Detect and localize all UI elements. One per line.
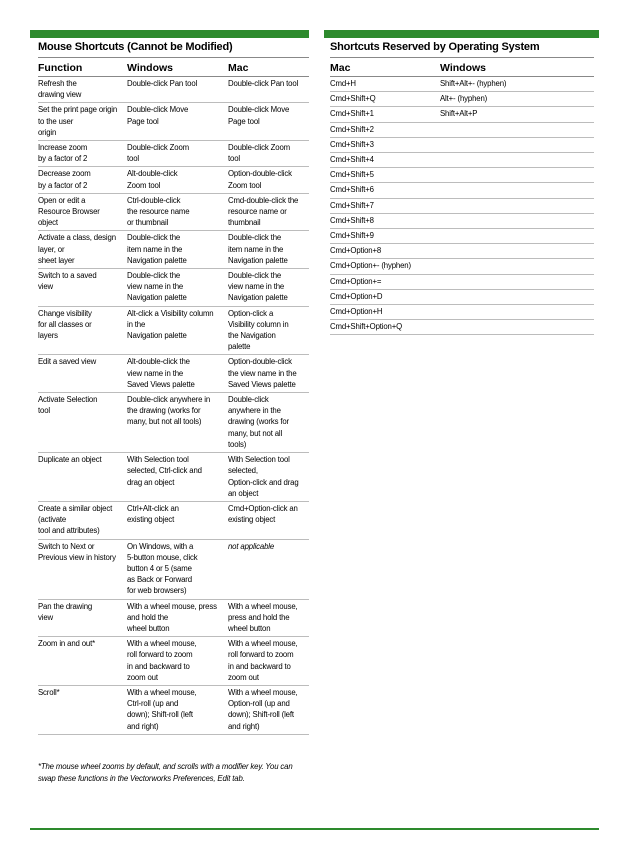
table-header-row: [38, 58, 309, 77]
table-row: [38, 141, 309, 167]
table-cell: Pan the drawing view: [38, 599, 127, 637]
table-cell: Cmd+Option+=: [330, 274, 440, 289]
table-row: [330, 305, 594, 320]
table-cell: not applicable: [228, 539, 309, 599]
table-cell: Increase zoom by a factor of 2: [38, 141, 127, 167]
table-cell: Create a similar object (activate tool and attributes): [38, 501, 127, 539]
table-cell: With a wheel mouse, roll forward to zoom in and backward to zoom out: [228, 637, 309, 686]
right-header-bar: [324, 30, 599, 38]
table-row: [330, 229, 594, 244]
table-cell: [440, 137, 594, 152]
table-cell: Alt-double-click the view name in the Saved Views palette: [127, 355, 228, 393]
table-row: [38, 167, 309, 193]
table-row: [330, 244, 594, 259]
table-cell: [440, 213, 594, 228]
table-cell: Cmd+Shift+Q: [330, 92, 440, 107]
table-cell: Double-click Move Page tool: [127, 103, 228, 141]
table-cell: Cmd+Option+8: [330, 244, 440, 259]
table-cell: Double-click Pan tool: [127, 77, 228, 103]
table-cell: [440, 168, 594, 183]
table-header-row: [330, 58, 594, 77]
table-row: [330, 92, 594, 107]
table-cell: Alt-double-click Zoom tool: [127, 167, 228, 193]
table-cell: Cmd+Shift+9: [330, 229, 440, 244]
table-row: [330, 137, 594, 152]
table-cell: Double-click Zoom tool: [127, 141, 228, 167]
table-cell: Cmd-double-click the resource name or thumbnail: [228, 193, 309, 231]
mouse-shortcuts-title: Mouse Shortcuts (Cannot be Modified): [38, 41, 309, 58]
table-cell: [440, 274, 594, 289]
table-cell: Cmd+Shift+5: [330, 168, 440, 183]
table-cell: Switch to Next or Previous view in history: [38, 539, 127, 599]
column-header-mac: Mac: [330, 58, 440, 77]
table-cell: Cmd+Option-click an existing object: [228, 501, 309, 539]
table-cell: Cmd+Shift+2: [330, 122, 440, 137]
left-header-bar: [30, 30, 309, 38]
table-cell: Open or edit a Resource Browser object: [38, 193, 127, 231]
table-cell: Activate Selection tool: [38, 393, 127, 453]
table-cell: With a wheel mouse, press and hold the wheel button: [127, 599, 228, 637]
table-row: [330, 77, 594, 92]
table-cell: Refresh the drawing view: [38, 77, 127, 103]
table-cell: Cmd+Shift+7: [330, 198, 440, 213]
table-cell: [440, 198, 594, 213]
column-header-mac: Mac: [228, 58, 309, 77]
table-cell: Option-double-click the view name in the Saved Views palette: [228, 355, 309, 393]
column-header-windows: Windows: [440, 58, 594, 77]
table-row: [330, 289, 594, 304]
table-row: [38, 193, 309, 231]
table-cell: Double-click Pan tool: [228, 77, 309, 103]
table-cell: Decrease zoom by a factor of 2: [38, 167, 127, 193]
table-row: [330, 183, 594, 198]
mouse-shortcuts-body: [38, 77, 309, 735]
table-cell: Double-click the view name in the Navigation palette: [127, 269, 228, 307]
table-cell: Change visibility for all classes or layers: [38, 306, 127, 355]
column-header-windows: Windows: [127, 58, 228, 77]
table-row: [38, 306, 309, 355]
table-row: [330, 107, 594, 122]
table-row: [330, 198, 594, 213]
table-cell: Shift+Alt+- (hyphen): [440, 77, 594, 92]
bottom-rule: [30, 828, 599, 830]
table-cell: With a wheel mouse, press and hold the wheel button: [228, 599, 309, 637]
table-cell: Ctrl-double-click the resource name or thumbnail: [127, 193, 228, 231]
mouse-shortcuts-table: [38, 58, 309, 735]
table-cell: Option-click a Visibility column in the Navigation palette: [228, 306, 309, 355]
table-cell: With Selection tool selected, Option-click and drag an object: [228, 453, 309, 502]
os-shortcuts-table: [330, 58, 594, 335]
table-cell: Edit a saved view: [38, 355, 127, 393]
table-row: [38, 269, 309, 307]
table-cell: Double-click the item name in the Navigation palette: [127, 231, 228, 269]
table-cell: [440, 305, 594, 320]
table-cell: [440, 259, 594, 274]
table-row: [38, 355, 309, 393]
table-row: [38, 231, 309, 269]
table-cell: With Selection tool selected, Ctrl-click and drag an object: [127, 453, 228, 502]
table-cell: Double-click Move Page tool: [228, 103, 309, 141]
table-cell: Cmd+Option+- (hyphen): [330, 259, 440, 274]
os-shortcuts-body: [330, 77, 594, 335]
table-cell: Switch to a saved view: [38, 269, 127, 307]
os-shortcuts-title: Shortcuts Reserved by Operating System: [330, 41, 594, 58]
table-row: [38, 539, 309, 599]
table-row: [38, 393, 309, 453]
table-row: [38, 637, 309, 686]
table-cell: Cmd+Shift+8: [330, 213, 440, 228]
mouse-shortcuts-panel: [38, 41, 309, 735]
table-cell: [440, 122, 594, 137]
table-row: [330, 274, 594, 289]
table-cell: Ctrl+Alt-click an existing object: [127, 501, 228, 539]
table-cell: Scroll*: [38, 685, 127, 734]
table-cell: Double-click Zoom tool: [228, 141, 309, 167]
table-cell: Double-click anywhere in the drawing (works for many, but not all tools): [228, 393, 309, 453]
table-cell: [440, 244, 594, 259]
table-cell: [440, 153, 594, 168]
table-cell: Duplicate an object: [38, 453, 127, 502]
table-cell: Double-click the item name in the Navigation palette: [228, 231, 309, 269]
table-cell: Activate a class, design layer, or sheet layer: [38, 231, 127, 269]
table-cell: Alt-click a Visibility column in the Navigation palette: [127, 306, 228, 355]
table-cell: Double-click anywhere in the drawing (works for many, but not all tools): [127, 393, 228, 453]
table-cell: [440, 320, 594, 335]
table-row: [330, 122, 594, 137]
table-row: [38, 103, 309, 141]
table-row: [38, 685, 309, 734]
table-row: [330, 153, 594, 168]
table-cell: On Windows, with a 5-button mouse, click button 4 or 5 (same as Back or Forward for web browsers): [127, 539, 228, 599]
table-cell: With a wheel mouse, roll forward to zoom in and backward to zoom out: [127, 637, 228, 686]
table-row: [330, 259, 594, 274]
table-cell: Option-double-click Zoom tool: [228, 167, 309, 193]
table-cell: Set the print page origin to the user origin: [38, 103, 127, 141]
table-cell: Alt+- (hyphen): [440, 92, 594, 107]
table-cell: Cmd+Shift+3: [330, 137, 440, 152]
table-row: [38, 453, 309, 502]
table-row: [38, 77, 309, 103]
table-cell: Cmd+H: [330, 77, 440, 92]
table-row: [330, 320, 594, 335]
table-cell: [440, 183, 594, 198]
table-cell: Cmd+Shift+4: [330, 153, 440, 168]
table-cell: Shift+Alt+P: [440, 107, 594, 122]
table-cell: Cmd+Shift+6: [330, 183, 440, 198]
table-cell: Cmd+Shift+1: [330, 107, 440, 122]
table-row: [38, 501, 309, 539]
table-row: [38, 599, 309, 637]
table-cell: With a wheel mouse, Option-roll (up and down); Shift-roll (left and right): [228, 685, 309, 734]
table-cell: [440, 229, 594, 244]
table-row: [330, 168, 594, 183]
table-row: [330, 213, 594, 228]
table-cell: Double-click the view name in the Navigation palette: [228, 269, 309, 307]
table-cell: Cmd+Shift+Option+Q: [330, 320, 440, 335]
table-cell: With a wheel mouse, Ctrl-roll (up and down); Shift-roll (left and right): [127, 685, 228, 734]
table-cell: Cmd+Option+H: [330, 305, 440, 320]
table-cell: Cmd+Option+D: [330, 289, 440, 304]
column-header-function: Function: [38, 58, 127, 77]
os-shortcuts-panel: [330, 41, 594, 335]
table-cell: [440, 289, 594, 304]
footnote: *The mouse wheel zooms by default, and scrolls with a modifier key. You can swap these functions in the Vectorworks Preferences, Edit tab.: [38, 762, 293, 783]
table-cell: Zoom in and out*: [38, 637, 127, 686]
